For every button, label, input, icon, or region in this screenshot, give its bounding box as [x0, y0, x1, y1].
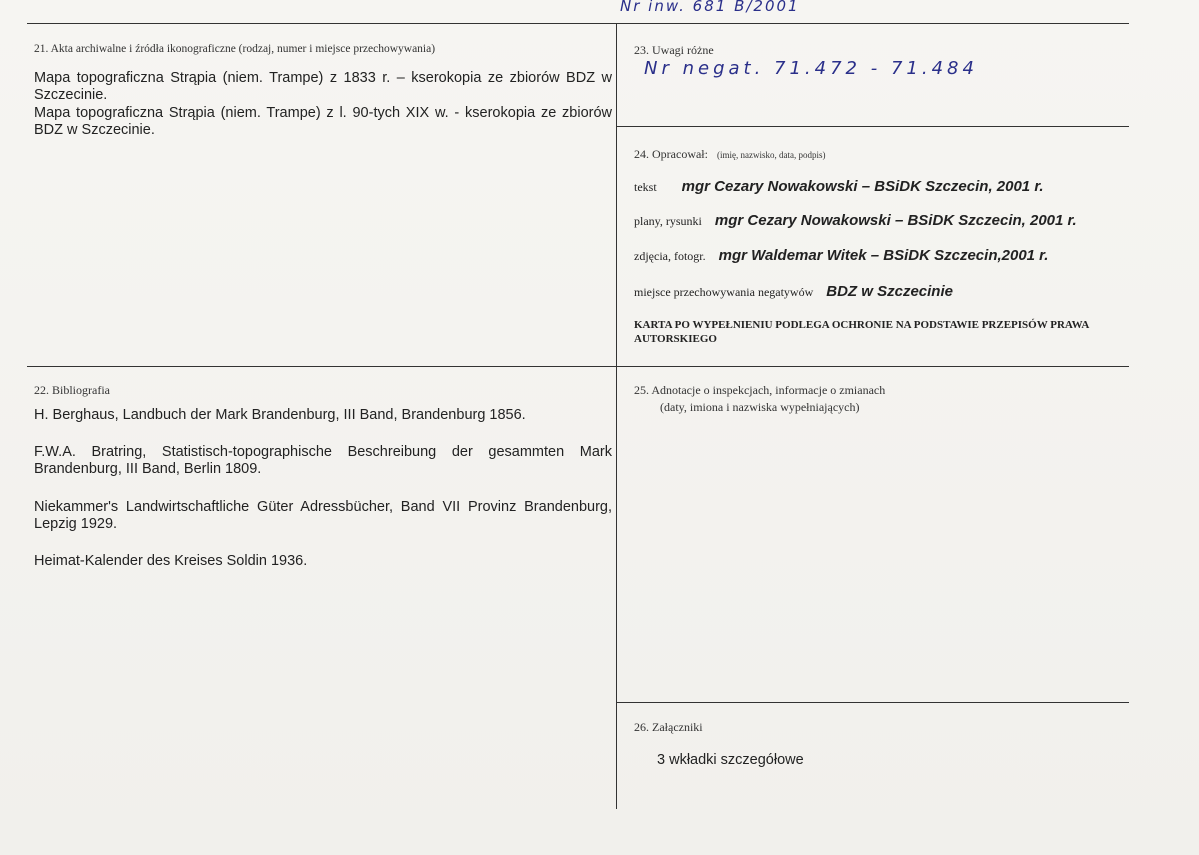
sec21-entry-1: Mapa topograficzna Strąpia (niem. Trampe) z 1833 r. – kserokopia ze zbiorów BDZ w Szczecinie. — [34, 70, 612, 103]
sec21-label: 21. Akta archiwalne i źródła ikonograficzne (rodzaj, numer i miejsce przechowywania) — [34, 43, 436, 55]
bibliography-entry-3: Niekammer's Landwirtschaftliche Güter Adressbücher, Band VII Provinz Brandenburg, Lepzig 1929. — [34, 499, 612, 532]
sec24-label-text: 24. Opracował: — [634, 147, 708, 161]
bibliography-entry-2: F.W.A. Bratring, Statistisch-topographische Beschreibung der gesammten Mark Brandenburg, III Band, Berlin 1809. — [34, 444, 612, 477]
sec24-row-photos — [634, 247, 1048, 264]
sec24-label-hint: (imię, nazwisko, data, podpis) — [716, 150, 826, 160]
sec21-entry-2: Mapa topograficzna Strąpia (niem. Trampe) z l. 90-tych XIX w. - kserokopia ze zbiorów BDZ w Szczecinie. — [34, 105, 612, 138]
sec24-label — [634, 147, 825, 162]
sec24-row-text — [634, 178, 1044, 195]
bibliography-entry-4: Heimat-Kalender des Kreises Soldin 1936. — [34, 553, 308, 569]
center-divider — [616, 23, 617, 809]
row-value: mgr Cezary Nowakowski – BSiDK Szczecin, 2001 r. — [714, 212, 1077, 229]
sec25-label: 25. Adnotacje o inspekcjach, informacje o zmianach — [634, 383, 886, 397]
copyright-notice: KARTA PO WYPEŁNIENIU PODLEGA OCHRONIE NA PODSTAWIE PRZEPISÓW PRAWA AUTORSKIEGO — [634, 319, 1089, 345]
sec23-bottom-border — [617, 126, 1129, 127]
row-value: BDZ w Szczecinie — [826, 283, 953, 300]
sec24-row-plans — [634, 212, 1077, 229]
inventory-number-handwritten: Nr inw. 681 B/2001 — [620, 0, 800, 15]
sec22-label: 22. Bibliografia — [34, 383, 110, 397]
sec25-bottom-border — [617, 702, 1129, 703]
row-key: tekst — [634, 180, 657, 194]
sec23-label: 23. Uwagi różne — [634, 43, 714, 57]
sec26-label: 26. Załączniki — [634, 720, 703, 734]
row-key: plany, rysunki — [634, 214, 702, 228]
top-border — [27, 23, 1129, 24]
bibliography-entry-1: H. Berghaus, Landbuch der Mark Brandenburg, III Band, Brandenburg 1856. — [34, 407, 526, 423]
row-value: mgr Waldemar Witek – BSiDK Szczecin,2001 r. — [718, 247, 1049, 264]
sec24-row-negatives — [634, 283, 953, 300]
middle-border — [27, 366, 1129, 367]
row-key: miejsce przechowywania negatywów — [634, 285, 814, 299]
row-key: zdjęcia, fotogr. — [634, 249, 706, 263]
row-value: mgr Cezary Nowakowski – BSiDK Szczecin, 2001 r. — [681, 178, 1044, 195]
sec25-label-line2: (daty, imiona i nazwiska wypełniających) — [660, 400, 860, 414]
attachments-content: 3 wkładki szczegółowe — [657, 752, 804, 768]
negative-numbers-handwritten: Nr negat. 71.472 - 71.484 — [644, 58, 978, 79]
